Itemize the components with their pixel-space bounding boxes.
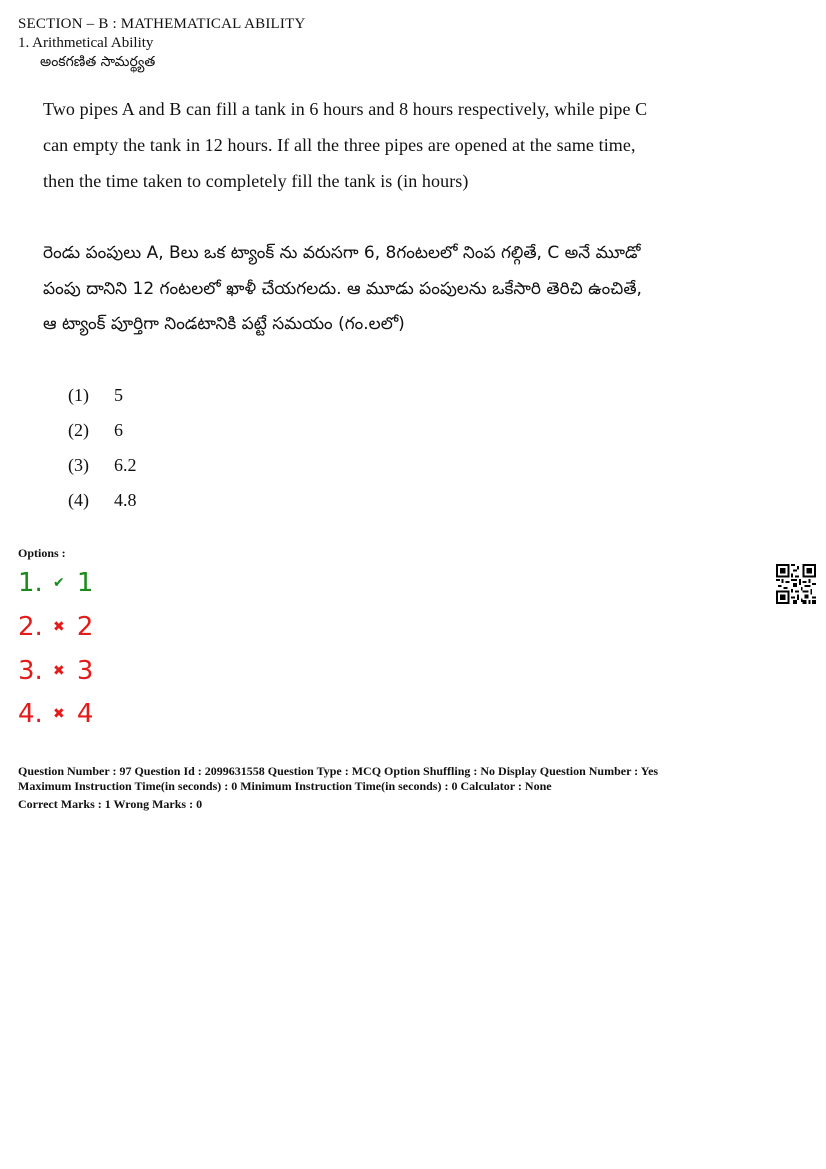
- subsection-title-telugu: అంకగణిత సామర్థ్యత: [40, 54, 156, 70]
- option-value: 4: [76, 699, 94, 729]
- subsection-title: 1. Arithmetical Ability: [18, 35, 154, 51]
- question-metadata-line: Maximum Instruction Time(in seconds) : 0 Minimum Instruction Time(in seconds) : 0 Calculator : None: [18, 779, 552, 793]
- question-metadata-line: Question Number : 97 Question Id : 2099631558 Question Type : MCQ Option Shuffling : No Display Question Number : Yes: [18, 764, 659, 778]
- answer-value: 6: [114, 420, 123, 440]
- answer-value: 6.2: [114, 455, 137, 475]
- option-row-wrong: [18, 656, 93, 686]
- question-text-telugu-line: పంపు దానిని 12 గంటలలో ఖాళీ చేయగలదు. ఆ మూడు పంపులను ఒకేసారి తెరిచి ఉంచితే,: [43, 279, 642, 299]
- answer-number: (3): [68, 455, 89, 475]
- option-row-wrong: [18, 612, 93, 642]
- option-row-wrong: [18, 699, 93, 729]
- answer-choice: [68, 455, 137, 476]
- answer-value: 5: [114, 385, 123, 405]
- option-number: 2.: [18, 612, 43, 642]
- question-text-telugu-line: రెండు పంపులు A, Bలు ఒక ట్యాంక్ ను వరుసగా 6, 8గంటలలో నింప గల్గితే, C అనే మూడో: [43, 243, 641, 263]
- option-row-correct: [18, 568, 93, 598]
- cross-icon: ✖: [52, 619, 65, 635]
- question-text-telugu-line: ఆ ట్యాంక్ పూర్తిగా నిండటానికి పట్టే సమయం (గం.లలో): [43, 314, 405, 334]
- answer-choice: [68, 420, 123, 441]
- question-text-line: can empty the tank in 12 hours. If all the three pipes are opened at the same time,: [43, 135, 636, 155]
- answer-number: (4): [68, 490, 89, 510]
- option-value: 3: [76, 656, 94, 686]
- option-number: 1.: [18, 568, 43, 598]
- cross-icon: ✖: [52, 663, 65, 679]
- cross-icon: ✖: [52, 706, 65, 722]
- answer-number: (2): [68, 420, 89, 440]
- qr-code-icon: [776, 564, 816, 609]
- question-text-line: then the time taken to completely fill the tank is (in hours): [43, 171, 469, 191]
- options-label: Options :: [18, 546, 66, 560]
- option-number: 4.: [18, 699, 43, 729]
- check-icon: ✔: [52, 575, 65, 591]
- question-text-line: Two pipes A and B can fill a tank in 6 hours and 8 hours respectively, while pipe C: [43, 99, 648, 119]
- option-value: 1: [76, 568, 94, 598]
- answer-choice: [68, 490, 137, 511]
- option-value: 2: [76, 612, 94, 642]
- answer-choice: [68, 385, 123, 406]
- marks-metadata-line: Correct Marks : 1 Wrong Marks : 0: [18, 797, 203, 811]
- option-number: 3.: [18, 656, 43, 686]
- answer-value: 4.8: [114, 490, 137, 510]
- answer-number: (1): [68, 385, 89, 405]
- section-title: SECTION – B : MATHEMATICAL ABILITY: [18, 16, 306, 32]
